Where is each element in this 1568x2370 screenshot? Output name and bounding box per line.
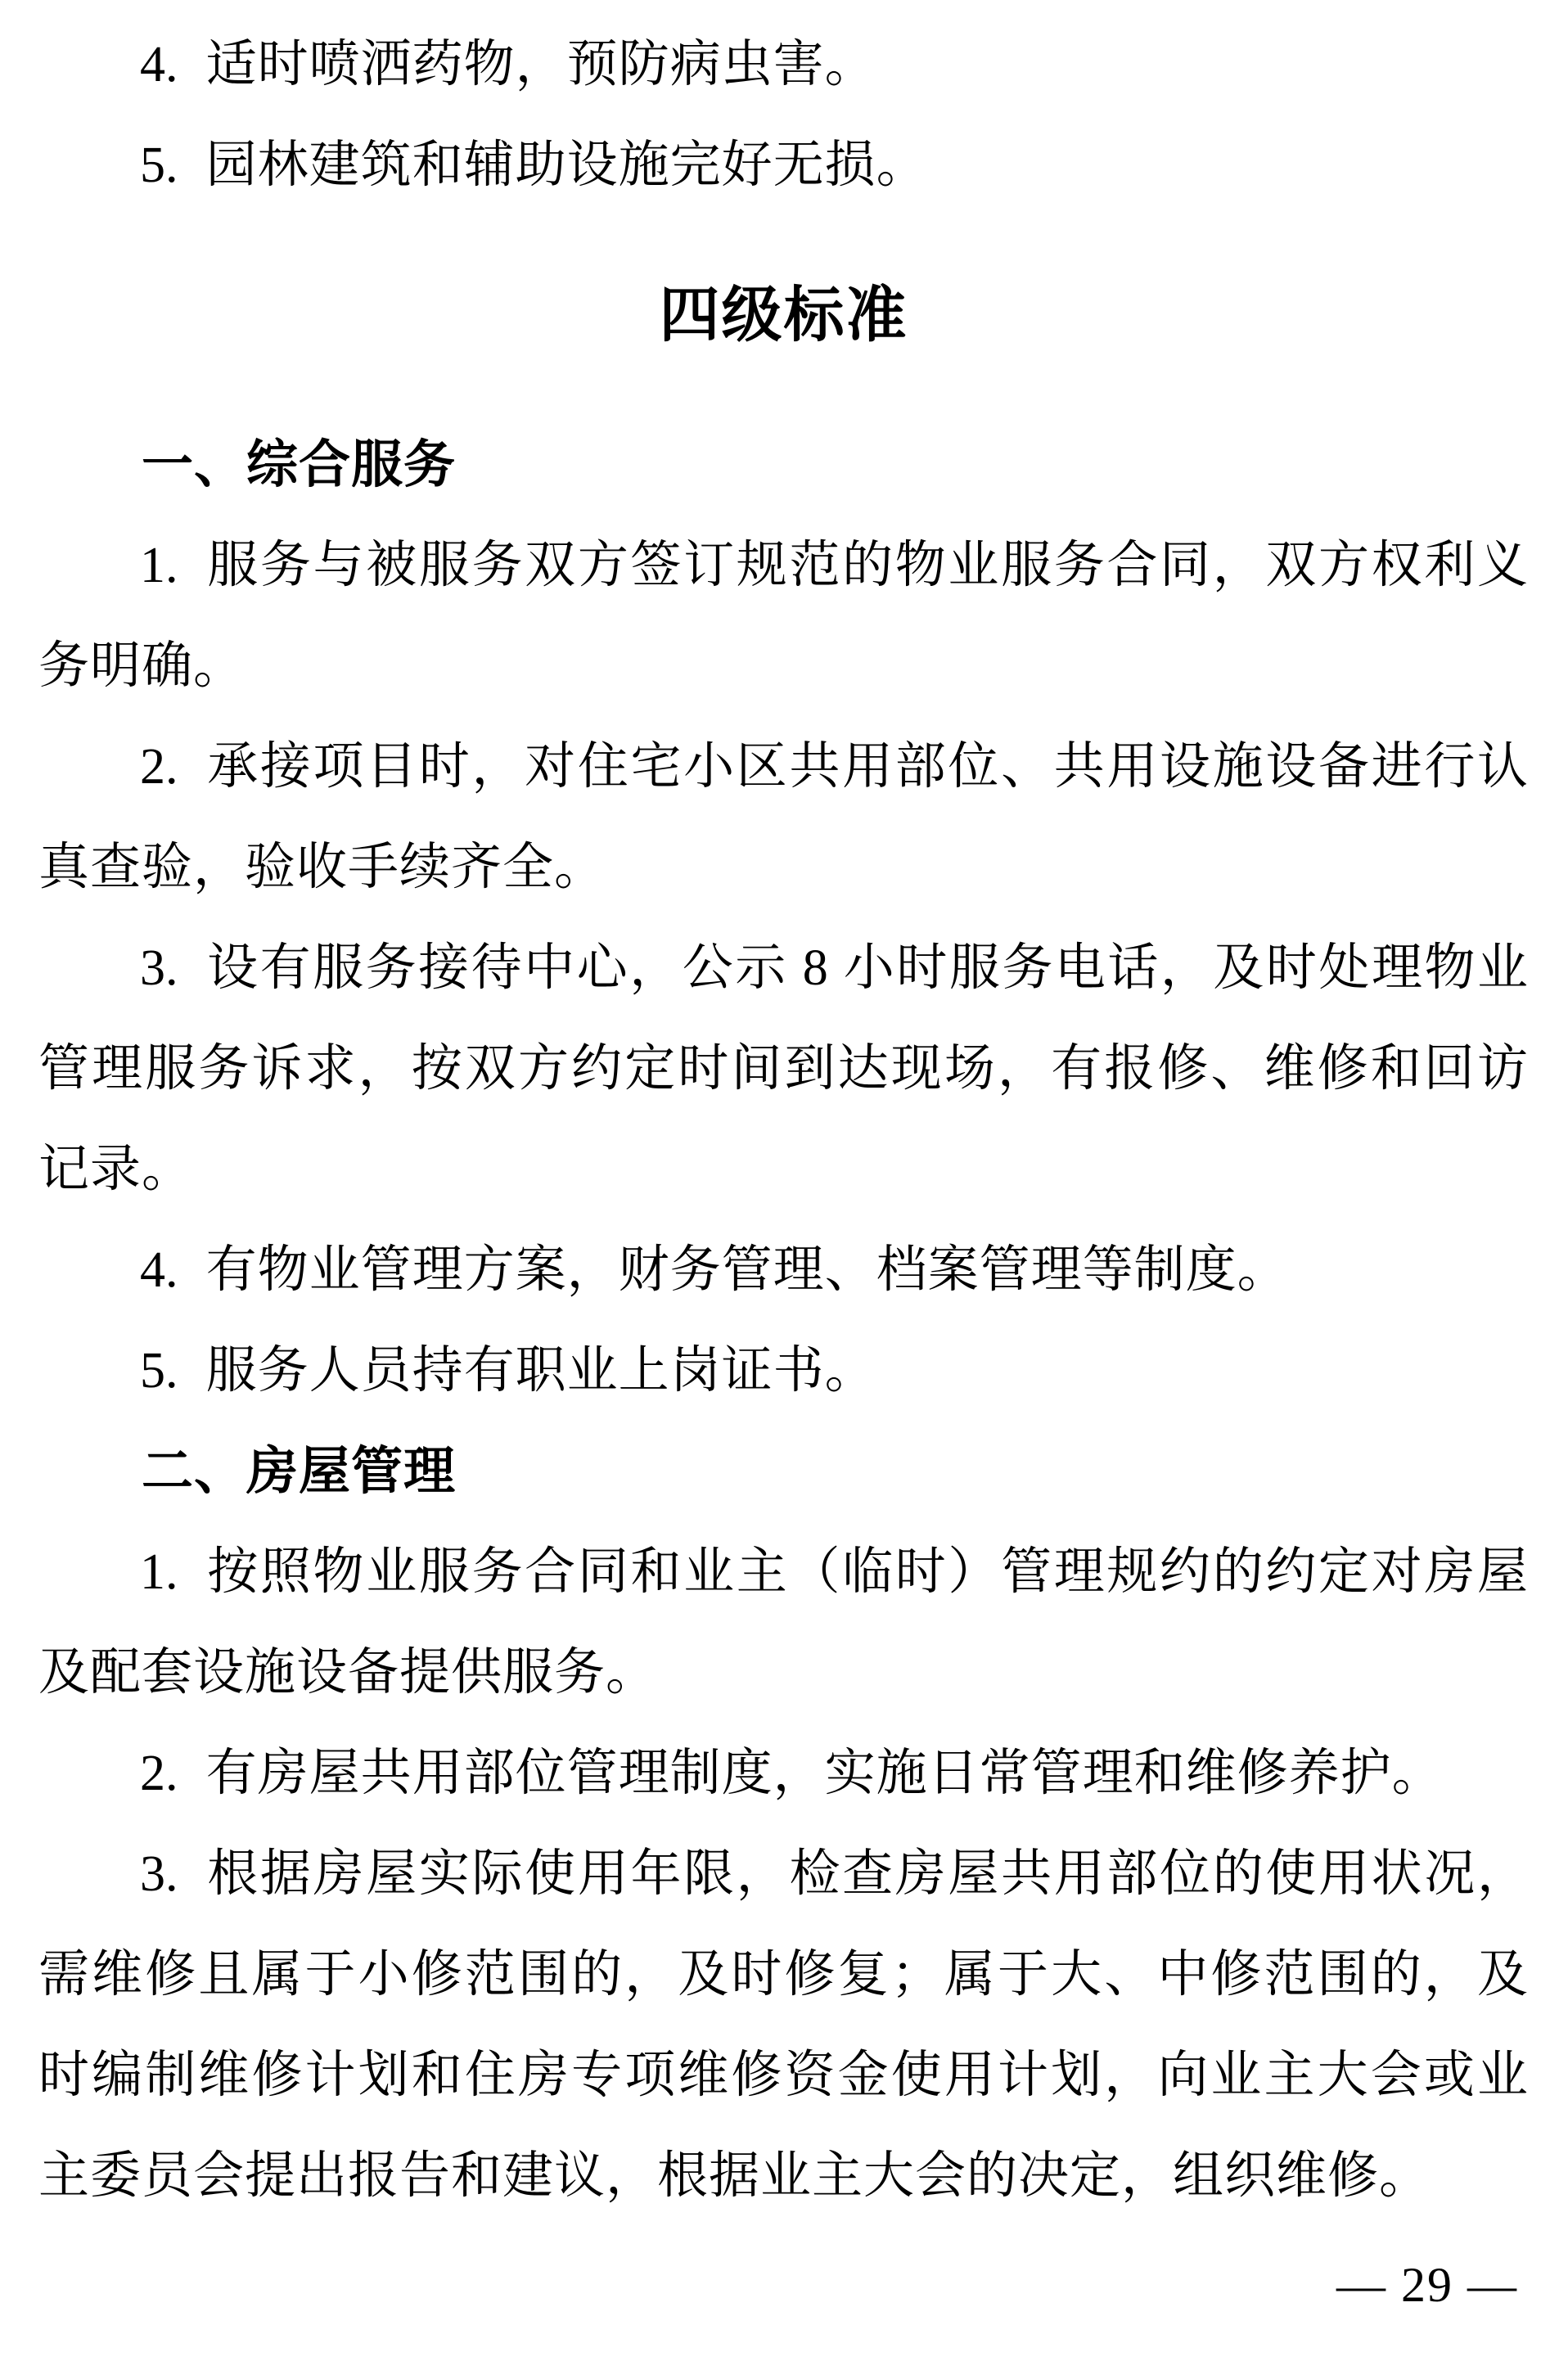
item-number: 2. <box>140 1746 178 1801</box>
page-number: — 29 — <box>1336 2258 1518 2312</box>
item-text: 服务与被服务双方签订规范的物业服务合同，双方权利义务明确。 <box>38 538 1529 694</box>
numbered-item <box>38 15 1529 115</box>
numbered-item <box>38 1824 1529 2227</box>
item-text: 根据房屋实际使用年限，检查房屋共用部位的使用状况，需维修且属于小修范围的，及时修复；属于大、中修范围的，及时编制维修计划和住房专项维修资金使用计划，向业主大会或业主委员会提出报告和建议，根据业主大会的决定，组织维修。 <box>38 1846 1529 2204</box>
item-number: 3. <box>140 1846 178 1902</box>
item-number: 1. <box>140 538 178 593</box>
item-text: 有物业管理方案，财务管理、档案管理等制度。 <box>205 1242 1289 1298</box>
numbered-item <box>38 516 1529 717</box>
item-text: 按照物业服务合同和业主（临时）管理规约的约定对房屋及配套设施设备提供服务。 <box>38 1544 1529 1701</box>
item-number: 4. <box>140 1242 178 1298</box>
item-number: 2. <box>140 739 178 795</box>
numbered-item <box>38 1220 1529 1321</box>
item-number: 1. <box>140 1544 178 1600</box>
item-text: 承接项目时，对住宅小区共用部位、共用设施设备进行认真查验，验收手续齐全。 <box>38 739 1529 895</box>
numbered-item <box>38 918 1529 1220</box>
item-number: 4. <box>140 37 178 92</box>
item-number: 5. <box>140 1343 178 1399</box>
item-text: 园林建筑和辅助设施完好无损。 <box>205 137 928 193</box>
item-text: 有房屋共用部位管理制度，实施日常管理和维修养护。 <box>205 1746 1444 1801</box>
numbered-item <box>38 1522 1529 1723</box>
item-number: 5. <box>140 137 178 193</box>
section-heading: 二、房屋管理 <box>142 1443 456 1500</box>
item-number: 3. <box>140 940 178 996</box>
document-title: 四级标准 <box>659 281 908 349</box>
numbered-item <box>38 717 1529 918</box>
numbered-item <box>38 115 1529 216</box>
item-text: 适时喷洒药物，预防病虫害。 <box>205 37 876 92</box>
numbered-item <box>38 1321 1529 1422</box>
numbered-item <box>38 1723 1529 1824</box>
item-text: 服务人员持有职业上岗证书。 <box>205 1343 876 1399</box>
item-text: 设有服务接待中心，公示 8 小时服务电话，及时处理物业管理服务诉求，按双方约定时间到达现场，有报修、维修和回访记录。 <box>38 940 1529 1197</box>
section-heading: 一、综合服务 <box>142 436 456 493</box>
